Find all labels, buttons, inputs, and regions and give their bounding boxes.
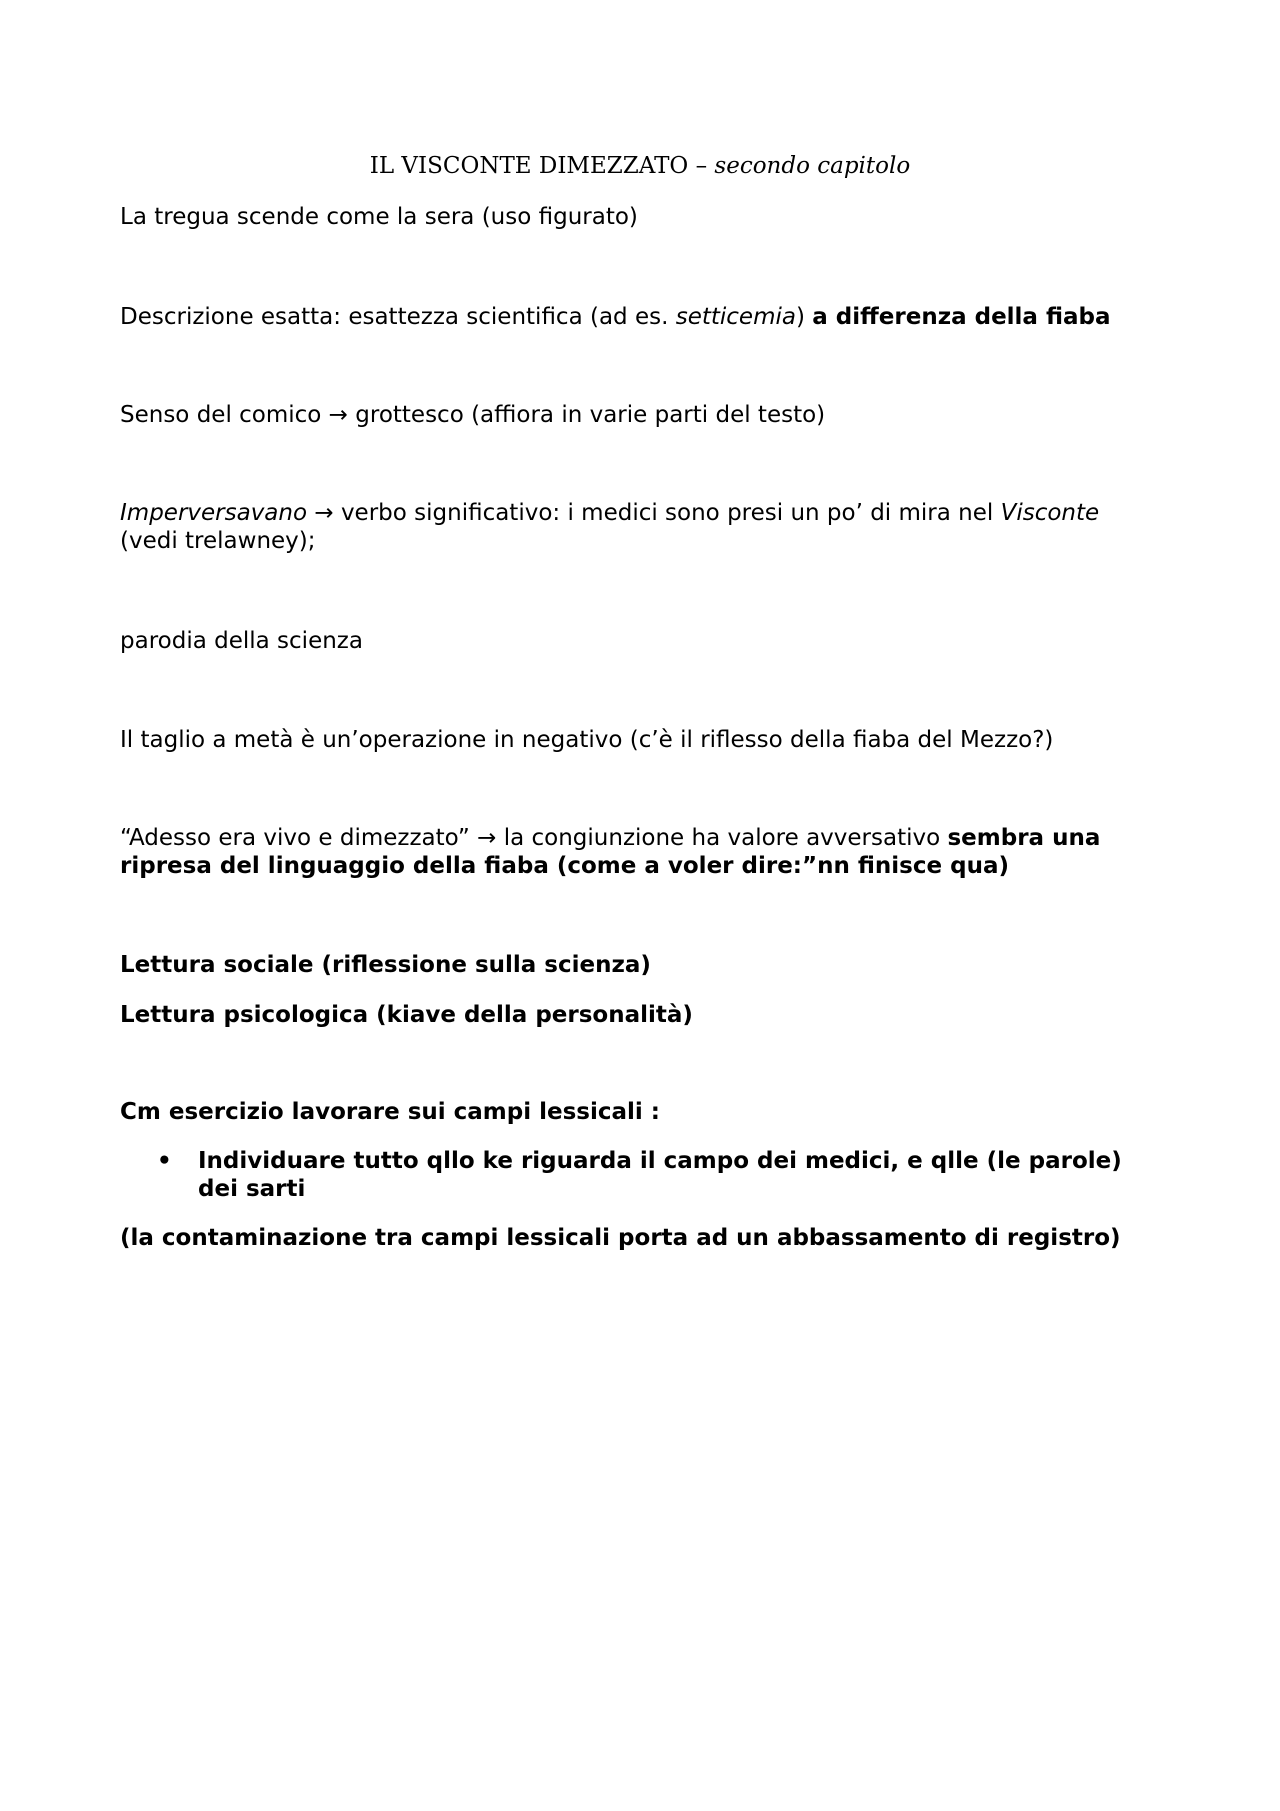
descrizione-paren: ) xyxy=(795,304,813,330)
bullet-line-2: dei sarti xyxy=(198,1176,306,1202)
paragraph-ripresa: ripresa del linguaggio della fiaba (come a voler dire:”nn finisce qua) xyxy=(120,853,1009,879)
paragraph-adesso xyxy=(120,824,1160,852)
sembra-una-bold: sembra una xyxy=(947,825,1101,851)
bullet-line-1: Individuare tutto qllo ke riguarda il campo dei medici, e qlle (le parole) xyxy=(198,1148,1122,1174)
imperversavano-text: → verbo significativo: i medici sono presi un po’ di mira nel xyxy=(307,500,1001,526)
setticemia-term: setticemia xyxy=(675,304,796,330)
paragraph-descrizione xyxy=(120,303,1160,331)
bullet-text xyxy=(198,1147,1158,1203)
visconte-term: Visconte xyxy=(1000,500,1100,526)
paragraph-lettura-sociale: Lettura sociale (riflessione sulla scienza) xyxy=(120,952,651,978)
title-main: IL VISCONTE DIMEZZATO – xyxy=(369,153,715,179)
paragraph-comico: Senso del comico → grottesco (affiora in varie parti del testo) xyxy=(120,402,826,428)
paragraph-esercizio: Cm esercizio lavorare sui campi lessicali : xyxy=(120,1099,660,1125)
paragraph-lettura-psicologica: Lettura psicologica (kiave della personalità) xyxy=(120,1002,693,1028)
paragraph-contaminazione: (la contaminazione tra campi lessicali porta ad un abbassamento di registro) xyxy=(120,1225,1121,1251)
document-title xyxy=(0,152,1280,180)
differenza-fiaba-bold: a differenza della fiaba xyxy=(812,304,1111,330)
paragraph-parodia: parodia della scienza xyxy=(120,628,363,654)
paragraph-trelawney: (vedi trelawney); xyxy=(120,528,316,554)
bullet-icon: • xyxy=(157,1148,172,1174)
paragraph-imperversavano xyxy=(120,499,1160,527)
adesso-text: “Adesso era vivo e dimezzato” → la congiunzione ha valore avversativo xyxy=(120,825,948,851)
descrizione-text: Descrizione esatta: esattezza scientifica (ad es. xyxy=(120,304,676,330)
paragraph-taglio: Il taglio a metà è un’operazione in negativo (c’è il riflesso della fiaba del Mezzo?) xyxy=(120,727,1054,753)
title-subtitle: secondo capitolo xyxy=(714,153,911,179)
imperversavano-term: Imperversavano xyxy=(120,500,308,526)
paragraph-tregua: La tregua scende come la sera (uso figurato) xyxy=(120,204,638,230)
